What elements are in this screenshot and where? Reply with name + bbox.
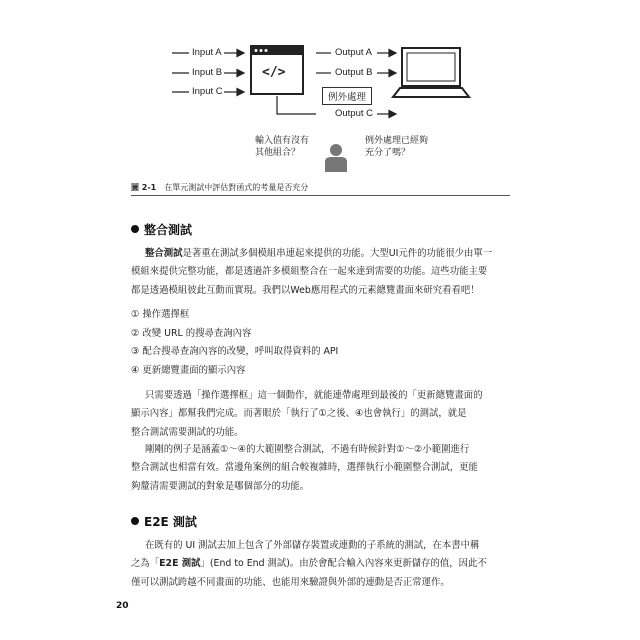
output-c-label: Output C [335,108,374,119]
integration-paragraph-1 [145,245,492,264]
section-heading-e2e-text: E2E 測試 [144,515,197,529]
paragraph-text: 」(End to End 測試)。由於會配合輸入內容來更新儲存的值，因此不 [200,558,487,569]
integration-paragraph-2 [145,387,483,406]
integration-paragraph-2-cont [131,405,467,442]
list-item: ③ 配合搜尋查詢內容的改變，呼叫取得資料的 API [131,346,339,357]
e2e-paragraph-cont [131,555,487,592]
unit-test-diagram [0,0,640,180]
output-b-label: Output B [335,67,373,78]
term-integration-test: 整合測試 [145,248,183,259]
bullet-dot-icon [131,225,139,233]
paragraph-line: 剛剛的例子是涵蓋①～④的大範圍整合測試，不過有時候針對①～②小範圍進行 [145,444,470,455]
figure-number: 圖 2-1 [131,183,157,192]
integration-steps-list [131,306,338,380]
figure-caption-text: 在單元測試中評估對函式的考量是否充分 [164,183,309,192]
input-a-label: Input A [192,47,222,58]
section-heading-e2e [131,513,197,530]
monitor-icon [393,48,469,97]
input-b-label: Input B [192,67,223,78]
paragraph-line: 顯示內容」都幫我們完成。而著眼於「執行了①之後、④也會執行」的測試，就是 [131,408,467,419]
list-item: ② 改變 URL 的搜尋查詢內容 [131,327,252,339]
paragraph-line: 都是透過模組彼此互動而實現。我們以Web應用程式的元素總覽畫面來研究看看吧！ [131,284,480,296]
integration-paragraph-3 [145,441,469,460]
question-right-line-1: 例外處理已經夠 [365,136,429,146]
bullet-dot-icon [131,517,139,525]
paragraph-line: 夠釐清需要測試的對象是哪個部分的功能。 [131,480,310,492]
output-a-label: Output A [335,47,372,58]
question-right-line-2: 充分了嗎？ [365,148,411,158]
figure-caption [131,182,308,193]
list-item: ④ 更新總覽畫面的顯示內容 [131,364,246,376]
paragraph-line: 只需要透過「操作選擇框」這一個動作，就能連帶處理到最後的「更新總覽畫面的 [145,390,483,401]
person-icon [325,144,347,172]
page-number: 20 [116,601,129,611]
paragraph-text: 之為「 [131,558,160,569]
question-left-line-1: 輸入值有沒有 [255,136,310,146]
paragraph-text: 是著重在測試多個模組串連起來提供的功能。大型UI元件的功能很少由單一 [182,248,493,259]
question-right [365,135,428,159]
paragraph-line [131,555,487,574]
integration-paragraph-3-cont [131,459,478,496]
paragraph-line: 在既有的 UI 測試去加上包含了外部儲存裝置或連動的子系統的測試，在本書中稱 [145,540,480,551]
paragraph-line [145,245,492,264]
question-left [255,135,309,159]
list-item: ① 操作選擇框 [131,309,190,320]
section-heading-integration-text: 整合測試 [144,223,193,237]
paragraph-line: 整合測試也相當有效。當邊角案例的組合較複雜時，選擇執行小範圍整合測試，更能 [131,462,478,473]
exception-handling-box: 例外處理 [322,87,372,105]
term-e2e-test: E2E 測試 [159,558,201,569]
integration-paragraph-1-cont [131,263,487,300]
paragraph-line: 整合測試需要測試的功能。 [131,426,244,438]
paragraph-line: 僅可以測試跨越不同畫面的功能、也能用來驗證與外部的連動是否正常運作。 [131,576,450,588]
e2e-paragraph-line-1 [145,537,479,556]
section-heading-integration [131,221,192,238]
paragraph-line: 模組來提供完整功能，都是透過許多模組整合在一起來達到需要的功能。這些功能主要 [131,266,488,277]
input-c-label: Input C [192,86,223,97]
question-left-line-2: 其他組合？ [255,148,301,158]
code-symbol: </> [262,65,286,80]
caption-divider [131,195,510,196]
